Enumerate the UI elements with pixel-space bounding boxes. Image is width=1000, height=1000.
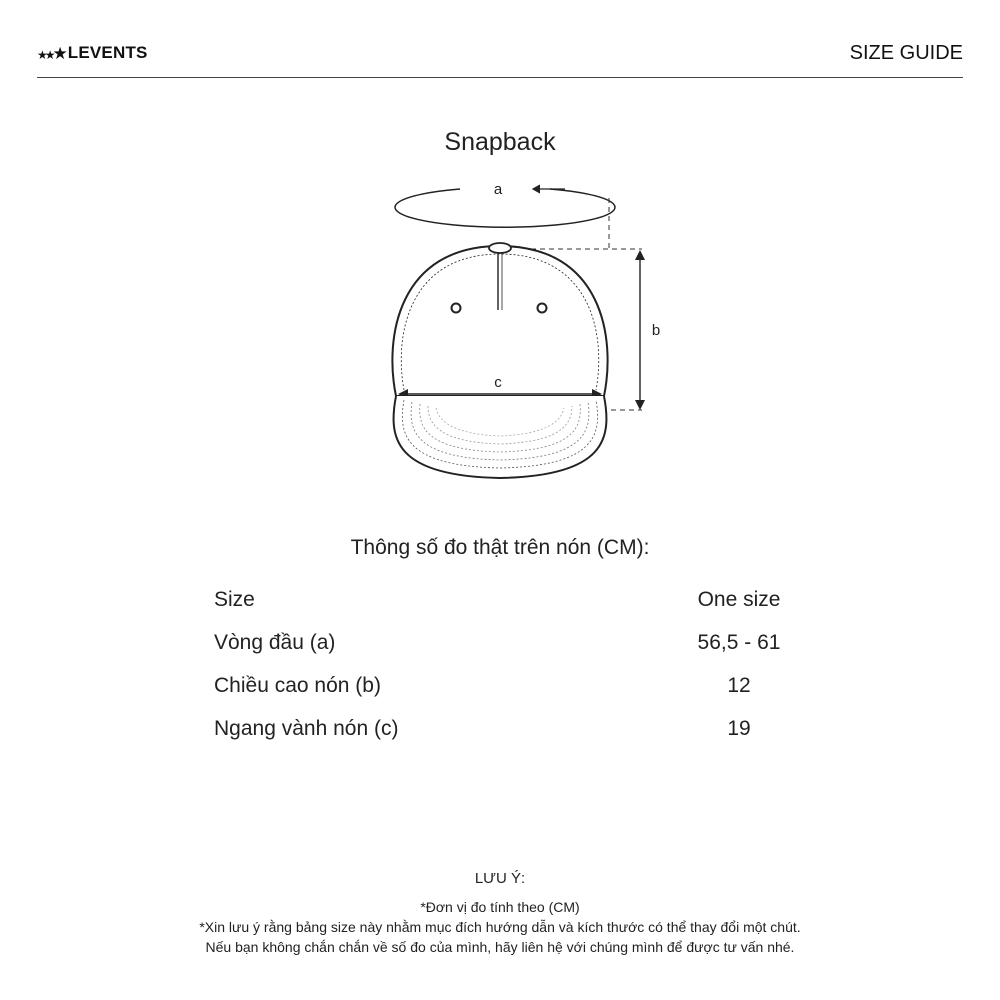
row-label: Size: [214, 588, 255, 611]
label-b: b: [651, 322, 661, 339]
note-line: *Đơn vị đo tính theo (CM): [420, 899, 580, 915]
label-c: c: [494, 374, 502, 391]
table-row: [214, 711, 794, 754]
table-row: [214, 668, 794, 711]
row-label: Ngang vành nón (c): [214, 717, 399, 740]
note-title: LƯU Ý:: [474, 870, 526, 887]
page-title: SIZE GUIDE: [849, 42, 963, 64]
product-title: Snapback: [444, 128, 556, 156]
measurements-caption: Thông số đo thật trên nón (CM):: [350, 536, 650, 559]
stars-icon: ★★★: [37, 43, 65, 63]
label-a: a: [493, 181, 503, 198]
brand-logo[interactable]: [37, 43, 148, 63]
brand-name: LEVENTS: [67, 43, 148, 62]
row-value: One size: [697, 588, 781, 611]
table-row: [214, 625, 794, 668]
row-value: 56,5 - 61: [697, 631, 781, 654]
page-header: [37, 0, 963, 78]
note-line: Nếu bạn không chắn chắn về số đo của mình, hãy liên hệ với chúng mình để được tư vấn nhé.: [205, 939, 795, 955]
note-line: *Xin lưu ý rằng bảng size này nhằm mục đích hướng dẫn và kích thước có thể thay đổi một chút.: [199, 919, 801, 935]
table-row: [214, 582, 794, 625]
row-value: 19: [727, 717, 751, 740]
row-label: Vòng đầu (a): [214, 631, 336, 654]
size-table: [214, 582, 794, 754]
circumference-ellipse: [395, 189, 615, 227]
row-label: Chiều cao nón (b): [214, 674, 381, 697]
row-value: 12: [727, 674, 751, 697]
cap-diagram: [370, 168, 670, 508]
note-section: [0, 870, 1000, 957]
cap-brim: [394, 396, 607, 478]
